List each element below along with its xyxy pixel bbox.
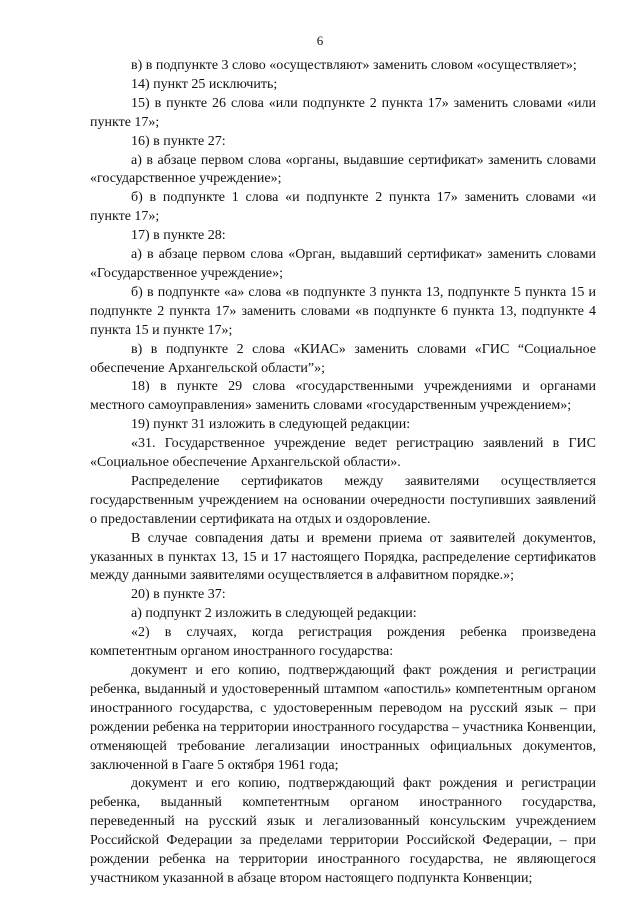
paragraph-legalized-document: документ и его копию, подтверждающий факт рождения и регистрации ребенка, выданный компетентным органом иностранного государства, переведенный на русский язык и легализованный консульским учреждением Российской Федерации за пределами территории Российской Федерации, – при рождении ребенка на территории иностранного государства, не являющегося участником указанной в абзаце втором настоящего подпункта Конвенции; (90, 776, 596, 886)
paragraph-item-20: 20) в пункте 37: (131, 587, 226, 603)
paragraph-item-19: 19) пункт 31 изложить в следующей редакции: (131, 417, 411, 433)
paragraph-item-16-b: б) в подпункте 1 слова «и подпункте 2 пункта 17» заменить словами «и пункте 17»; (90, 190, 596, 225)
paragraph-alphabetical-order: В случае совпадения даты и времени приема от заявителей документов, указанных в пунктах 13, 15 и 17 настоящего Порядка, распределение сертификатов между данными заявителями осуществляется в алфавитном порядке.»; (90, 530, 596, 584)
paragraph-item-17: 17) в пункте 28: (131, 228, 226, 244)
paragraph-amendment-3-v: в) в подпункте 3 слово «осуществляют» заменить словом «осуществляет»; (131, 58, 577, 73)
paragraph-subitem-2: «2) в случаях, когда регистрация рождения ребенка произведена компетентным органом иностранного государства: (90, 625, 596, 660)
paragraph-item-18: 18) в пункте 29 слова «государственными учреждениями и органами местного самоуправления» заменить словами «государственным учреждением»; (90, 379, 596, 414)
paragraph-item-17-b: б) в подпункте «а» слова «в подпункте 3 пункта 13, подпункте 5 пункта 15 и подпункте 2 пункта 17» заменить словами «в подпункте 6 пункта 13, подпункте 4 пункта 15 и пункте 17»; (90, 284, 596, 338)
paragraph-apostille-document: документ и его копию, подтверждающий факт рождения и регистрации ребенка, выданный и удостоверенный штампом «апостиль» компетентным органом иностранного государства, с удостоверенным переводом на русский язык – при рождении ребенка на территории иностранного государства – участника Конвенции, отменяющей требование легализации иностранных официальных документов, заключенной в Гааге 5 октября 1961 года; (90, 663, 596, 773)
paragraph-item-16-a: а) в абзаце первом слова «органы, выдавшие сертификат» заменить словами «государственное учреждение»; (90, 152, 596, 187)
paragraph-item-17-v: в) в подпункте 2 слова «КИАС» заменить словами «ГИС “Социальное обеспечение Архангельской области”»; (90, 341, 596, 376)
paragraph-item-31-text: «31. Государственное учреждение ведет регистрацию заявлений в ГИС «Социальное обеспечение Архангельской области». (90, 436, 596, 471)
document-body (90, 57, 596, 889)
paragraph-distribution: Распределение сертификатов между заявителями осуществляется государственным учреждением на основании очередности поступивших заявлений о предоставлении сертификата на отдых и оздоровление. (90, 473, 596, 527)
paragraph-item-16: 16) в пункте 27: (131, 133, 226, 149)
paragraph-item-15: 15) в пункте 26 слова «или подпункте 2 пункта 17» заменить словами «или пункте 17»; (90, 95, 596, 130)
paragraph-item-14: 14) пункт 25 исключить; (131, 76, 278, 92)
paragraph-item-17-a: а) в абзаце первом слова «Орган, выдавший сертификат» заменить словами «Государственное учреждение»; (90, 247, 596, 281)
paragraph-item-20-a: а) подпункт 2 изложить в следующей редакции: (131, 606, 417, 622)
page-number: 6 (316, 33, 324, 48)
